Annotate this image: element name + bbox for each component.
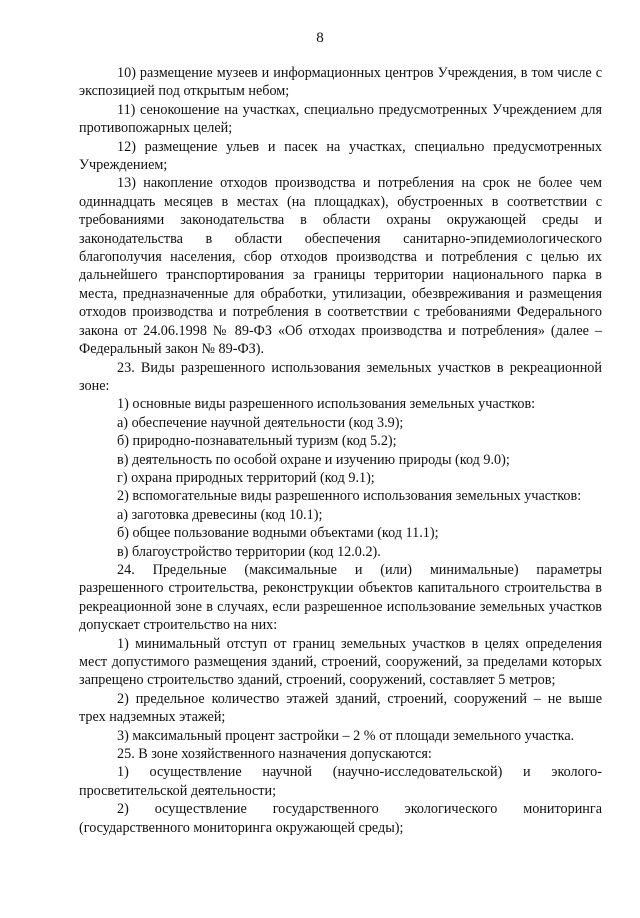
paragraph-main-use-a: а) обеспечение научной деятельности (код 3.9); xyxy=(117,414,404,431)
paragraph-item-11: 11) сенокошение на участках, специально предусмотренных Учреждением для противопожарных целей; xyxy=(79,101,602,137)
document-body xyxy=(79,64,602,837)
page-number: 8 xyxy=(316,30,324,46)
paragraph-section-24: 24. Предельные (максимальные и (или) минимальные) параметры разрешенного строительства, реконструкции объектов капитального строительства в рекреационной зоне в случаях, если разрешенное использование земельных участков допускает строительство на них: xyxy=(79,561,602,634)
paragraph-section-23: 23. Виды разрешенного использования земельных участков в рекреационной зоне: xyxy=(79,359,602,394)
paragraph-section-25: 25. В зоне хозяйственного назначения допускаются: xyxy=(117,746,432,763)
paragraph-auxiliary-uses-heading: 2) вспомогательные виды разрешенного использования земельных участков: xyxy=(117,488,582,505)
paragraph-aux-use-a: а) заготовка древесины (код 10.1); xyxy=(117,506,323,523)
paragraph-aux-use-b: б) общее пользование водными объектами (код 11.1); xyxy=(117,525,439,542)
paragraph-item-12: 12) размещение ульев и пасек на участках, специально предусмотренных Учреждением; xyxy=(79,138,602,174)
paragraph-econ-1: 1) осуществление научной (научно-исследовательской) и эколого-просветительской деятельности; xyxy=(79,764,602,799)
paragraph-aux-use-v: в) благоустройство территории (код 12.0.2). xyxy=(117,543,381,560)
paragraph-param-3: 3) максимальный процент застройки – 2 % от площади земельного участка. xyxy=(117,727,575,744)
paragraph-param-1: 1) минимальный отступ от границ земельных участков в целях определения мест допустимого размещения зданий, строений, сооружений, за пределами которых запрещено строительство зданий, строений, сооружений, составляет 5 метров; xyxy=(79,635,602,689)
paragraph-main-use-v: в) деятельность по особой охране и изучению природы (код 9.0); xyxy=(117,451,510,468)
paragraph-item-10: 10) размещение музеев и информационных центров Учреждения, в том числе с экспозицией под открытым небом; xyxy=(79,65,602,100)
paragraph-item-13: 13) накопление отходов производства и потребления на срок не более чем одиннадцать месяцев в местах (на площадках), обустроенных в соответствии с требованиями законодательства в области охраны окружающей среды и законодательства в области обеспечения санитарно-эпидемиологического благополучия населения, сбор отходов производства и потребления с целью их дальнейшего транспортирования за границы территории национального парка в места, предназначенные для обработки, утилизации, обезвреживания и размещения отходов производства и потребления в соответствии с требованиями Федерального закона от 24.06.1998 № 89-ФЗ «Об отходах производства и потребления» (далее – Федеральный закон № 89-ФЗ). xyxy=(79,175,602,358)
paragraph-main-use-g: г) охрана природных территорий (код 9.1); xyxy=(117,469,375,486)
paragraph-econ-2: 2) осуществление государственного экологического мониторинга (государственного мониторинга окружающей среды); xyxy=(79,801,602,836)
paragraph-param-2: 2) предельное количество этажей зданий, строений, сооружений – не выше трех надземных этажей; xyxy=(79,690,602,726)
paragraph-main-use-b: б) природно-познавательный туризм (код 5.2); xyxy=(117,433,397,450)
paragraph-main-uses-heading: 1) основные виды разрешенного использования земельных участков: xyxy=(117,396,536,413)
